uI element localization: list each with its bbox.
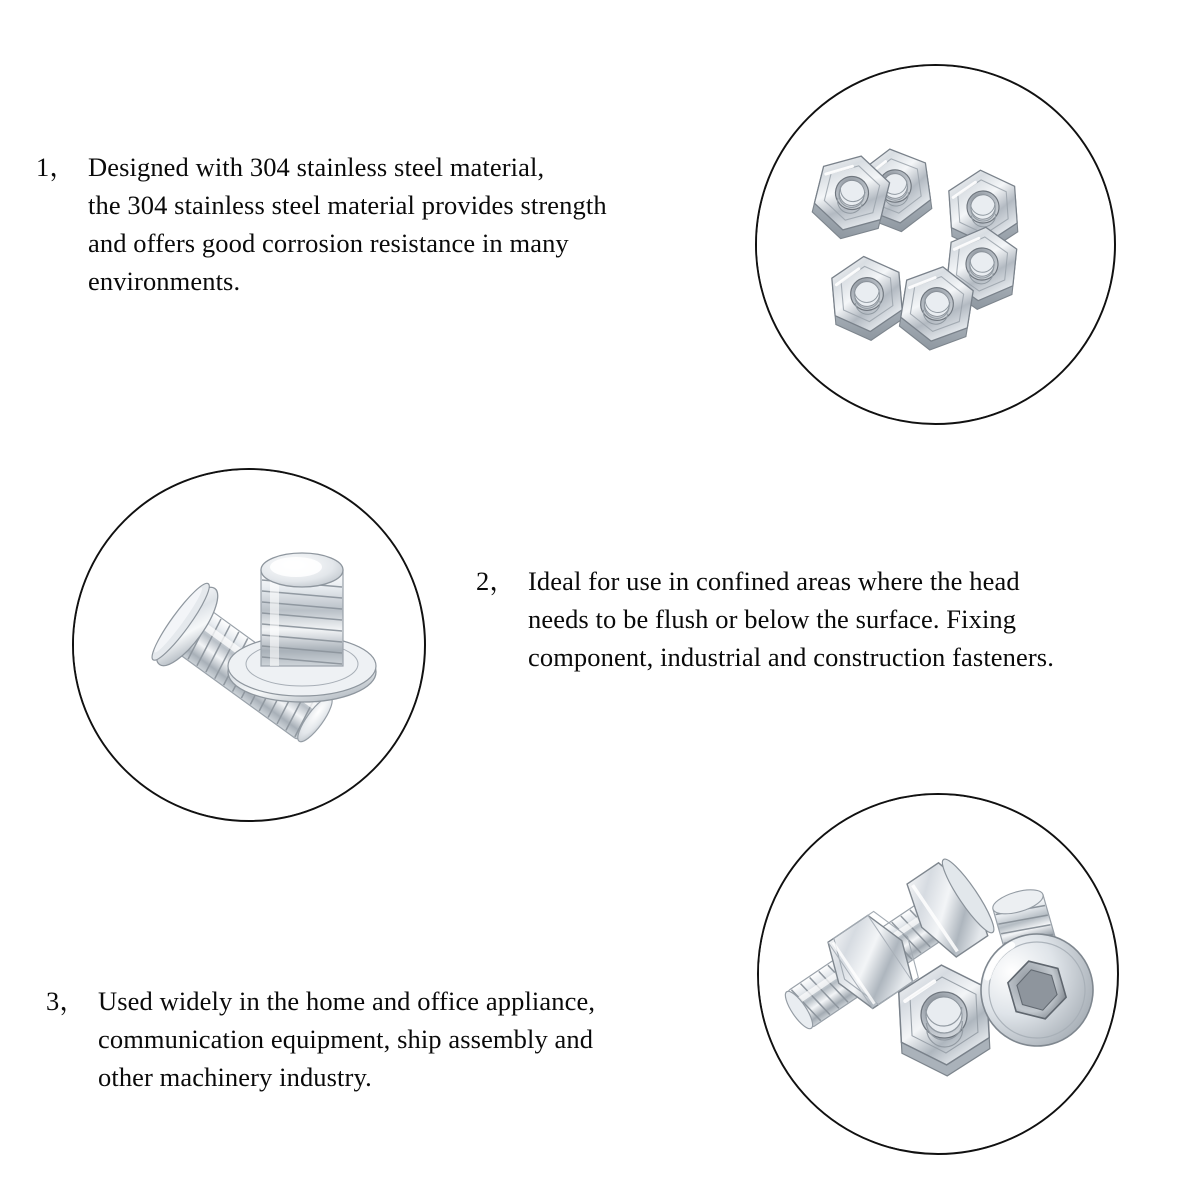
feature-text-2 [528,562,1196,676]
feature-item-1 [36,148,756,300]
feature-number-2: 2， [476,566,516,596]
feature-item-3 [46,982,766,1096]
feature-line: and offers good corrosion resistance in many [88,228,569,258]
feature-text-3 [98,982,766,1096]
feature-line: Designed with 304 stainless steel material, [88,152,545,182]
feature-line: other machinery industry. [98,1062,372,1092]
feature-number-1: 1， [36,152,76,182]
bolt-nut-capscrew-illustration [759,795,1113,1149]
feature-line: environments. [88,266,241,296]
product-photo-button-head-screws [72,468,426,822]
product-photo-hex-nuts [755,64,1116,425]
product-photo-bolt-and-nuts [757,793,1119,1155]
button-head-screws-illustration [74,470,420,816]
feature-line: communication equipment, ship assembly and [98,1024,594,1054]
feature-line: needs to be flush or below the surface. Fixing [528,604,1017,634]
feature-text-1 [88,148,756,300]
feature-line: Used widely in the home and office appliance, [98,986,596,1016]
feature-line: Ideal for use in confined areas where the head [528,566,1020,596]
feature-item-2 [476,562,1196,676]
feature-line: the 304 stainless steel material provides strength [88,190,607,220]
feature-number-3: 3， [46,986,86,1016]
feature-line: component, industrial and construction fasteners. [528,642,1054,672]
hex-nuts-illustration [757,66,1110,419]
